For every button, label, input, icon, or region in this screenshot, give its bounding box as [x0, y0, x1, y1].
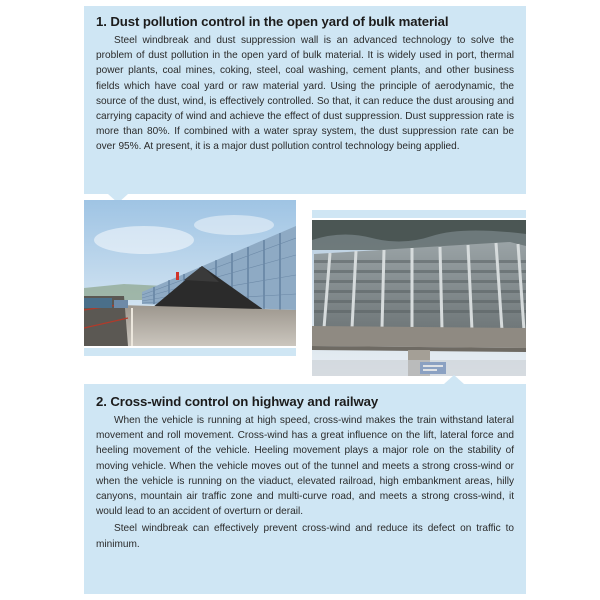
photo-top-strip — [312, 210, 526, 218]
section2-heading: 2. Cross-wind control on highway and railway — [96, 394, 379, 409]
section1-heading: 1. Dust pollution control in the open yard of bulk material — [96, 14, 449, 29]
coal-yard-windbreak-photo — [84, 200, 296, 346]
photo-caption-strip — [84, 348, 296, 356]
section2-paragraph-2: Steel windbreak can effectively prevent cross-wind and reduce its defect on traffic to minimum. — [96, 523, 514, 550]
section-cross-wind-panel — [84, 384, 526, 594]
section-dust-pollution-panel — [84, 6, 526, 194]
section1-paragraph: Steel windbreak and dust suppression wall is an advanced technology to solve the problem of dust pollution in the open yard of bulk material. It is widely used in port, thermal power plants, coal mines, coking, steel, coal washing, cement plants, and other business fields which have coal yard or raw material yard. Using the principle of aerodynamic, the source of the dust, wind, is effectively controlled. So that, it can reduce the dust arousing and carrying capacity of wind and achieve the effect of dust suppression. Dust suppression rate is more than 80%. If combined with a water spray system, the dust suppression rate can be over 95%. At present, it is a major dust pollution control technology being applied. — [96, 35, 514, 153]
panel-pointer-notch-lower — [444, 375, 464, 384]
viaduct-windbreak-photo — [312, 220, 526, 376]
section2-paragraph-1: When the vehicle is running at high speed, cross-wind makes the train withstand lateral movement and roll movement. Cross-wind has a great influence on the lift, lateral force and heeling movement of the vehicle. Heeling movement plays a major role on the stability of moving vehicle. When the vehicle moves out of the tunnel and meets a strong cross-wind or when the vehicle is running on the viaduct, elevated railroad, high embankment areas, hilly canyons, mountain air traffic zone and multi-curve road, and meets a strong cross-wind, it would lead to an accident of overturn or derail. — [96, 415, 514, 518]
